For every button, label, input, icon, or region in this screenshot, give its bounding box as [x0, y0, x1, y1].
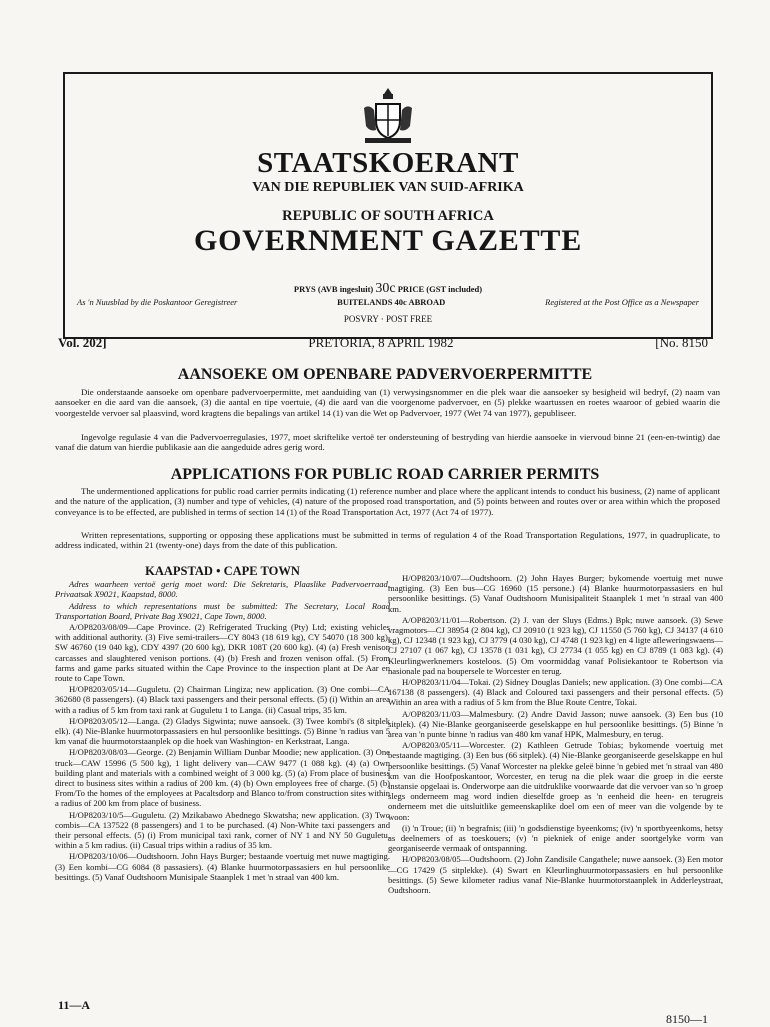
right-column	[388, 573, 723, 896]
page-marker-right: 8150—1	[666, 1012, 708, 1026]
price-label-en: PRICE (GST included)	[397, 284, 483, 294]
intro-af-1: Die onderstaande aansoeke om openbare padvervoerpermitte, met aanduiding van (1) verwysingsnommer en die plek waar die aansoeker sy besigheid wil bedryf, (2) naam van aansoeker en die aard van die aansoek, (3) die aantal en tipe voertuie, (4) die aard van die voorgenome padvervoer, en (5) plekke waartussen en roetes waaroor of gebied waarin die voorgestelde vervoer sal plaasvind, word kragtens die bepalings van artikel 14 (1) van die Wet op Padvervoer, 1977 (Wet 74 van 1977), gepubliseer.	[55, 387, 720, 418]
left-column	[55, 566, 390, 883]
application-entry: H/OP8203/11/04—Tokai. (2) Sidney Douglas Daniels; new application. (3) One combi—CA 167138 (8 passengers). (4) Black and Coloured taxi passengers and their personal effects. (5) Within an area with a radius of 5 km from the Blue Route Centre, Tokai.	[388, 677, 723, 708]
price-line	[65, 281, 711, 297]
heading-afrikaans: AANSOEKE OM OPENBARE PADVERVOERPERMITTE	[177, 366, 593, 383]
region-title: KAAPSTAD • CAPE TOWN	[145, 564, 300, 578]
intro-en-1: The undermentioned applications for public road carrier permits indicating (1) reference number and place where the applicant intends to conduct his business, (2) name of applicant and the nature of the application, (3) number and type of vehicles, (4) nature of the proposed road transportation, and (5) points between and routes over or area within which the proposed conveyance is to be effected, are published in terms of section 14 (1) of the Road Transportation Act, 1977 (Act 74 of 1977).	[55, 486, 720, 517]
issue-number: [No. 8150	[655, 335, 708, 350]
address-en: Address to which representations must be submitted: The Secretary, Local Road Transportation Board, Private Bag X9021, Cape Town, 8000.	[55, 600, 390, 621]
address-af: Adres waarheen vertoë gerig moet word: Die Sekretaris, Plaaslike Padvervoerraad, Privaatsak X9021, Kaapstad, 8000.	[55, 579, 390, 600]
coat-of-arms-emblem	[359, 84, 417, 146]
issue-date: PRETORIA, 8 APRIL 1982	[308, 335, 454, 350]
intro-en-2: Written representations, supporting or opposing these applications must be submitted in terms of regulation 4 of the Road Transportation Regulations, 1977, in quadruplicate, to address indicated, within 21 (twenty-one) days from the date of this publication.	[55, 530, 720, 551]
issue-line	[58, 335, 708, 351]
application-entry: H/OP8203/10/5—Guguletu. (2) Mzikabawo Abednego Skwatsha; new application. (3) Two combis—CA 137522 (8 passengers) and 1 to be purchased. (4) Non-White taxi passengers and their personal effects. (5) (i) From municipal taxi rank, corner of NY 1 and NY 50 Guguletu, within a 5 km radius. (ii) Casual trips within a radius of 35 km.	[55, 809, 390, 851]
masthead-box	[63, 72, 713, 339]
abroad-price: BUITELANDS 40c ABROAD	[337, 297, 446, 307]
application-entry: H/OP8203/05/14—Guguletu. (2) Chairman Lingiza; new application. (3) One combi—CA 362680 (8 passengers). (4) Black taxi passengers and their personal effects. (5) (i) Within an area with a radius of 5 km from taxi rank at Guguletu 1 to Langa. (ii) Casual trips, 35 km.	[55, 684, 390, 715]
page-marker-left: 11—A	[58, 998, 91, 1012]
registration-line	[77, 297, 699, 307]
price-label-af: PRYS (AVB ingesluit)	[293, 284, 374, 294]
intro-af-2: Ingevolge regulasie 4 van die Padvervoerregulasies, 1977, moet skriftelike vertoë ter ondersteuning of bestryding van hierdie aansoeke in viervoud binne 21 (een-en-twintig) dae vanaf die datum van hierdie publikasie aan die aangeduide adres gerig word.	[55, 432, 720, 453]
volume: Vol. 202]	[58, 335, 107, 350]
application-entry: A/OP8203/08/09—Cape Province. (2) Refrigerated Trucking (Pty) Ltd; existing vehicles with additional authority. (3) Five semi-trailers—CY 8043 (18 619 kg), CY 54070 (18 300 kg), SW 46760 (19 040 kg), CDY 4397 (20 600 kg), DKR 108T (20 600 kg). (4) (a) Fresh venison carcasses and slaughtered venison portions. (4) (b) Fresh and frozen venison offal. (5) From farms and game parks situated within the Cape Province to the inspection plant at De Aar en route to Cape Town.	[55, 622, 390, 684]
heading-english: APPLICATIONS FOR PUBLIC ROAD CARRIER PERMITS	[170, 466, 600, 483]
title-afrikaans: STAATSKOERANT	[257, 147, 519, 179]
application-entry: A/OP8203/11/03—Malmesbury. (2) Andre David Jasson; nuwe aansoek. (3) Een bus (10 sitplek). (4) Nie-Blanke georganiseerde geselskappe en hul persoonlike besittings. (5) Binne 'n area van 'n punte binne 'n radius van 480 km vanaf HPK, Malmesbury, en terug.	[388, 708, 723, 740]
title-english: GOVERNMENT GAZETTE	[193, 224, 583, 257]
registered-af: As 'n Nuusblad by die Poskantoor Geregistreer	[77, 297, 238, 307]
application-entry: H/OP8203/10/07—Oudtshoorn. (2) John Hayes Burger; bykomende voertuig met nuwe magtiging. (3) Een bus—CG 16960 (15 persone.) (4) Blanke huurmotorpassasiers en hul persoonlike besittings. (5) Vanaf Oudtshoorn Munisipaliteit Staanplek 1 met 'n straal van 400 km.	[388, 573, 723, 614]
post-free: POSVRY · POST FREE	[343, 314, 433, 324]
registered-en: Registered at the Post Office as a Newspaper	[545, 297, 699, 307]
application-entry: H/OP8203/08/05—Oudtshoorn. (2) John Zandisile Cangathele; nuwe aansoek. (3) Een motor—CG 17429 (5 sitplekke). (4) Swart en Kleurlinghuurmotorpassasiers en hul persoonlike besittings. (5) Sewe kilometer radius vanaf Nie-Blanke huurmotorstaanplek in Adderleystraat, Oudtshoorn.	[388, 854, 724, 896]
subtitle-english: REPUBLIC OF SOUTH AFRICA	[282, 208, 494, 224]
price-value: 30c	[375, 281, 396, 296]
application-entry: H/OP8203/05/12—Langa. (2) Gladys Sigwinta; nuwe aansoek. (3) Twee kombi's (8 sitplek elk). (4) Nie-Blanke huurmotorpassasiers en hul persoonlike besittings. (5) Binne 'n radius van 5 km vanaf die huurmotorstaanplek op die hoek van Washington- en Kerkstraat, Langa.	[55, 715, 390, 747]
application-entry: H/OP8203/10/06—Oudtshoorn. John Hays Burger; bestaande voertuig met nuwe magtiging. (3) Een kombi—CG 6084 (8 passasiers). (4) Blanke huurmotorpassasiers en hul persoonlike besittings. (5) Vanaf Oudtshoorn Munisipale Staanplek 1 met 'n straal van 400 km.	[55, 851, 390, 882]
application-entry: A/OP8203/05/11—Worcester. (2) Kathleen Getrude Tobias; bykomende voertuig met bestaande magtiging. (3) Een bus (66 sitplek). (4) Nie-Blanke georganiseerde geselskappe en hul persoonlike besittings. (5) Vanaf Worcester na plekke geleë binne 'n gebied met 'n straal van 480 km van die Hoofposkantoor, Worcester, en terug na die plek waar die groep in die eerste instansie opgelaai is. Onderworpe aan die uitdruklike voorwaarde dat die vervoer van so 'n groep slegs onderneem mag word indien dieselfde groep as 'n eenheid die heen- en terugreis onderneem met die uitsluitlike gemeenskaplike doel om een of meer van die volgende by te woon:	[388, 740, 723, 822]
application-entry: (i) 'n Troue; (ii) 'n begrafnis; (iii) 'n godsdienstige byeenkoms; (iv) 'n sportbyeenkoms, hetsy as deelnemers of as toeskouers; (v) 'n piekniek of enige ander soortgelyke vorm van georganiseerde vermaak of ontspanning.	[388, 822, 723, 854]
application-entry: H/OP8203/08/03—George. (2) Benjamin William Dunbar Moodie; new application. (3) One truck—CAW 15996 (5 500 kg), 1 light delivery van—CAW 9477 (1 088 kg). (4) (a) Own building plant and materials with a combined weight of 3 000 kg. (5) (a) From place of business direct to business sites within a radius of 200 km. (4) (b) Own employees free of charge. (5) (b) From/To the homes of the employees at Pacaltsdorp and Blanco to/from construction sites within a radius of 200 km from place of business.	[55, 747, 390, 809]
application-entry: A/OP8203/11/01—Robertson. (2) J. van der Sluys (Edms.) Bpk; nuwe aansoek. (3) Sewe vragmotors—CJ 38954 (2 804 kg), CJ 20910 (1 923 kg), CJ 11550 (5 760 kg), CJ 34137 (4 610 kg), CJ 12348 (1 923 kg), CJ 3779 (4 030 kg), CJ 4748 (1 923 kg) en 4 ligte afleweringswaens—CJ 27107 (1 067 kg), CJ 13578 (1 031 kg), CJ 27734 (1 055 kg) en CJ 8789 (1 083 kg). (4) Kleurlingwerknemers kosteloos. (5) Om voormiddag vanaf Polisiekantoor te Robertson via nasionale pad na boupersele te Worcester en terug.	[388, 614, 723, 676]
subtitle-afrikaans: VAN DIE REPUBLIEK VAN SUID-AFRIKA	[252, 180, 524, 195]
